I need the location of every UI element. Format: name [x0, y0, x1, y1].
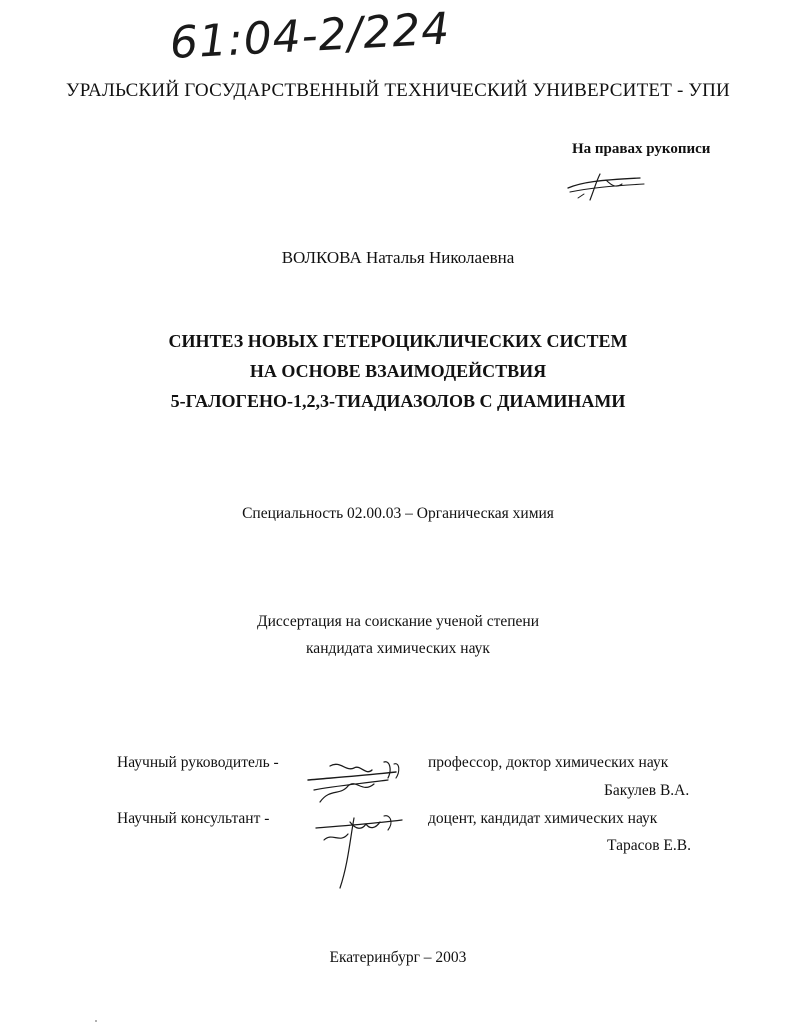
consultant-degree: доцент, кандидат химических наук — [428, 810, 658, 827]
supervisor-degree: профессор, доктор химических наук — [428, 754, 669, 771]
specialty: Специальность 02.00.03 – Органическая химия — [242, 505, 554, 522]
manuscript-rights-label: На правах рукописи — [572, 141, 711, 157]
degree-statement-line-2: кандидата химических наук — [306, 640, 490, 657]
degree-statement-line-1: Диссертация на соискание ученой степени — [257, 613, 539, 630]
scan-speck — [95, 1020, 97, 1022]
dissertation-title-line-1: СИНТЕЗ НОВЫХ ГЕТЕРОЦИКЛИЧЕСКИХ СИСТЕМ — [168, 331, 628, 351]
consultant-role: Научный консультант - — [117, 810, 270, 827]
author-name: ВОЛКОВА Наталья Николаевна — [281, 248, 515, 267]
consultant-signature — [310, 800, 410, 895]
author-signature — [560, 168, 650, 208]
dissertation-title-line-3: 5-ГАЛОГЕНО-1,2,3-ТИАДИАЗОЛОВ С ДИАМИНАМИ — [170, 391, 626, 411]
dissertation-title-line-2: НА ОСНОВЕ ВЗАИМОДЕЙСТВИЯ — [249, 361, 547, 381]
city-year: Екатеринбург – 2003 — [329, 949, 467, 966]
university-name: УРАЛЬСКИЙ ГОСУДАРСТВЕННЫЙ ТЕХНИЧЕСКИЙ УНИВЕРСИТЕТ - УПИ — [66, 80, 730, 101]
archive-code-handwritten: 61:04-2/224 — [168, 3, 452, 69]
supervisor-role: Научный руководитель - — [117, 754, 279, 771]
consultant-name: Тарасов Е.В. — [607, 837, 691, 854]
supervisor-name: Бакулев В.А. — [604, 782, 690, 799]
